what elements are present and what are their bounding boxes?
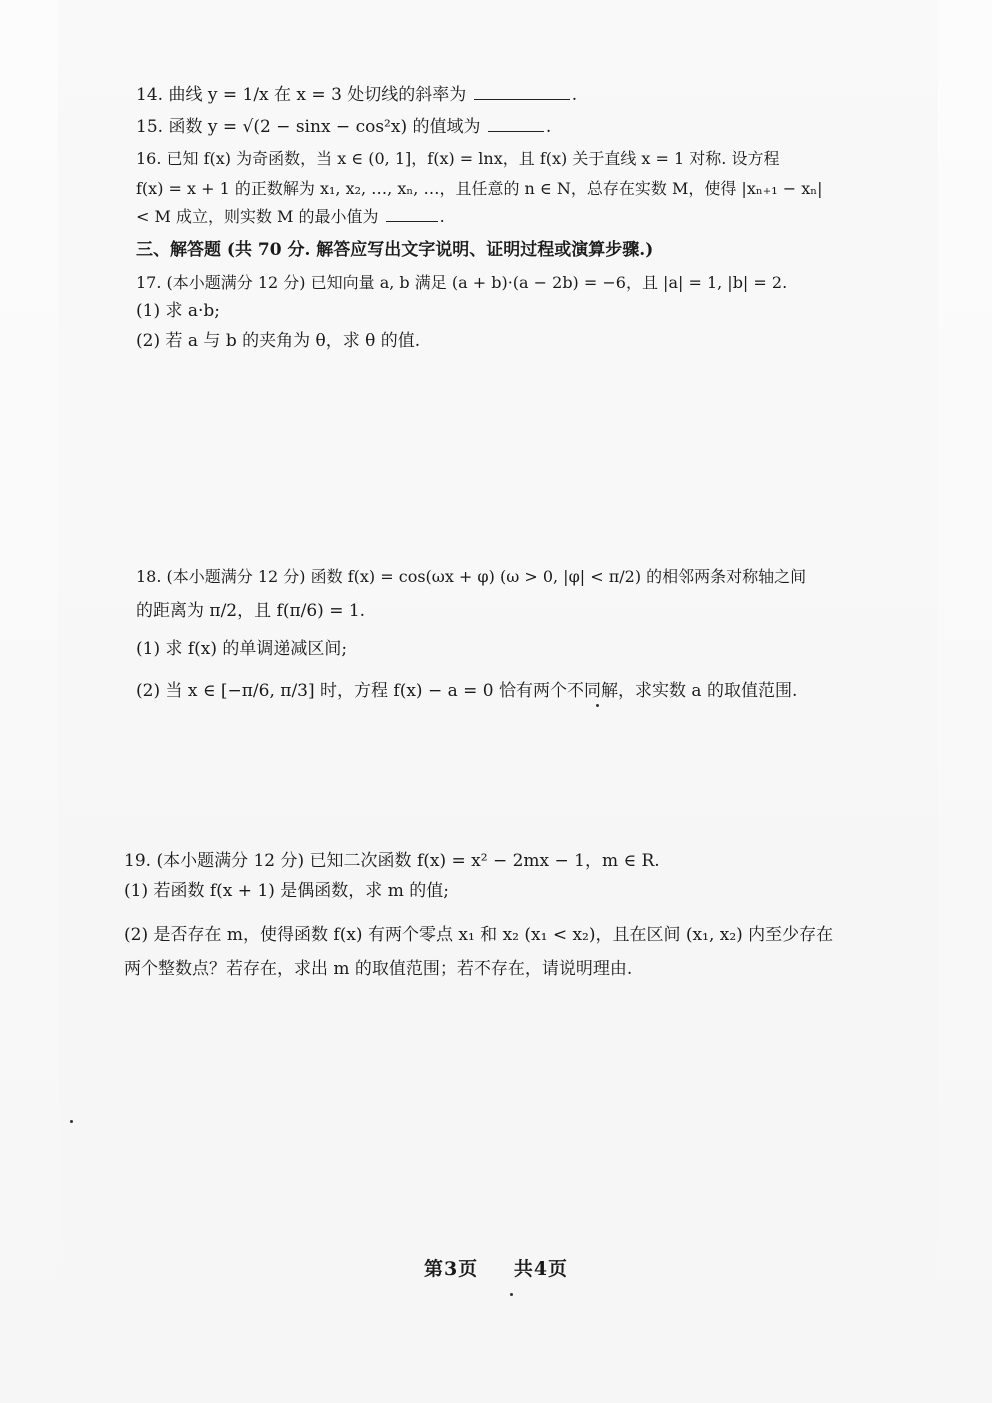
question-14 <box>136 84 932 106</box>
question-18-part-2 <box>136 680 932 702</box>
section-3-header <box>136 239 932 261</box>
question-18-stem-2 <box>136 600 932 622</box>
q14-end: . <box>571 85 578 105</box>
q16-line3: < M 成立，则实数 M 的最小值为 <box>136 207 379 226</box>
question-19-stem <box>124 850 932 872</box>
q19-part2b: 两个整数点？若存在，求出 m 的取值范围；若不存在，请说明理由. <box>124 959 633 979</box>
question-19-part-2a <box>124 924 932 946</box>
q17-stem: 17. (本小题满分 12 分) 已知向量 a, b 满足 (a + b)·(a − 2b) = −6，且 |a| = 1, |b| = 2. <box>136 273 788 292</box>
q16-line2: f(x) = x + 1 的正数解为 x₁, x₂, …, xₙ, …，且任意的 n ∈ N，总存在实数 M，使得 |xₙ₊₁ − xₙ| <box>136 179 823 198</box>
question-18-part-1 <box>136 638 932 660</box>
section-3-title: 三、解答题 (共 70 分. 解答应写出文字说明、证明过程或演算步骤.) <box>136 240 654 260</box>
question-17-part-1 <box>136 300 932 322</box>
q19-part2a: (2) 是否存在 m，使得函数 f(x) 有两个零点 x₁ 和 x₂ (x₁ < x₂)，且在区间 (x₁, x₂) 内至少存在 <box>124 925 834 945</box>
question-15 <box>136 116 932 138</box>
page-total: 共4页 <box>513 1258 569 1280</box>
question-18-stem-1 <box>136 566 932 588</box>
question-16-line-3 <box>136 206 932 228</box>
q15-text: 15. 函数 y = √(2 − sinx − cos²x) 的值域为 <box>136 117 481 137</box>
q19-stem: 19. (本小题满分 12 分) 已知二次函数 f(x) = x² − 2mx − 1，m ∈ R. <box>124 851 660 871</box>
scan-speck <box>596 704 599 707</box>
q16-answer-blank <box>386 207 438 222</box>
question-19-part-1 <box>124 880 932 902</box>
q17-part1: (1) 求 a·b; <box>136 301 221 321</box>
question-17-part-2 <box>136 330 932 352</box>
q16-end: . <box>439 207 445 226</box>
question-17-stem <box>136 272 932 294</box>
q18-stem2: 的距离为 π/2，且 f(π/6) = 1. <box>136 601 366 621</box>
q18-stem1: 18. (本小题满分 12 分) 函数 f(x) = cos(ωx + φ) (ω > 0, |φ| < π/2) 的相邻两条对称轴之间 <box>136 567 807 586</box>
q17-part2: (2) 若 a 与 b 的夹角为 θ，求 θ 的值. <box>136 331 421 351</box>
q15-answer-blank <box>488 117 544 132</box>
page-footer <box>0 1254 992 1281</box>
question-16-line-1 <box>136 148 932 170</box>
scan-speck <box>510 1293 513 1296</box>
q16-line1: 16. 已知 f(x) 为奇函数，当 x ∈ (0, 1]，f(x) = lnx，且 f(x) 关于直线 x = 1 对称. 设方程 <box>136 149 780 168</box>
scan-speck <box>70 1120 73 1123</box>
question-16-line-2 <box>136 178 932 200</box>
question-19-part-2b <box>124 958 932 980</box>
q15-end: . <box>545 117 552 137</box>
q14-text: 14. 曲线 y = 1/x 在 x = 3 处切线的斜率为 <box>136 85 467 105</box>
q14-answer-blank <box>474 85 570 100</box>
q19-part1: (1) 若函数 f(x + 1) 是偶函数，求 m 的值; <box>124 881 449 901</box>
q18-part1: (1) 求 f(x) 的单调递减区间; <box>136 639 348 659</box>
page-number: 第3页 <box>423 1258 479 1280</box>
q18-part2: (2) 当 x ∈ [−π/6, π/3] 时，方程 f(x) − a = 0 恰有两个不同解，求实数 a 的取值范围. <box>136 681 798 701</box>
